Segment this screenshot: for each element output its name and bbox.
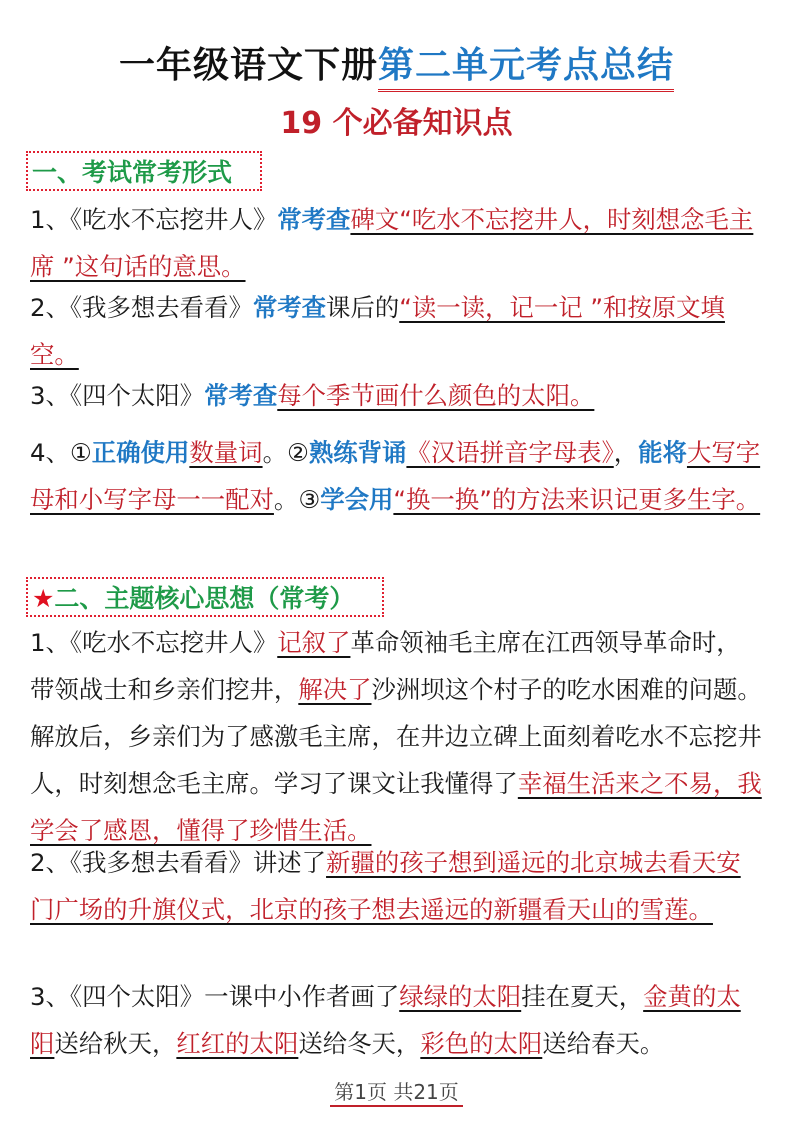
body-text: 送给春天。 bbox=[542, 1029, 665, 1058]
keyword: 正确使用 bbox=[91, 438, 190, 467]
circled-number-1: ① bbox=[69, 438, 92, 467]
lesson-title: 《吃水不忘挖井人》 bbox=[69, 205, 278, 234]
keyword: 能将 bbox=[638, 438, 687, 467]
section-heading-core-ideas bbox=[26, 577, 384, 617]
body-text: 挂在夏天， bbox=[521, 982, 644, 1011]
exam-item-3 bbox=[30, 372, 765, 419]
item-number: 1、 bbox=[30, 205, 70, 234]
keyword: 学会用 bbox=[320, 485, 394, 514]
body-text: 讲述了 bbox=[252, 848, 327, 877]
circled-number-3: ③ bbox=[298, 485, 321, 514]
circled-number-2: ② bbox=[286, 438, 309, 467]
section-heading-exam-forms: 一、考试常考形式 bbox=[26, 151, 262, 191]
keyword: 常考查 bbox=[252, 293, 327, 322]
body-text: 送给秋天， bbox=[54, 1029, 177, 1058]
punctuation: ， bbox=[613, 438, 639, 467]
key-point: 碑文“吃水不忘挖井人，时刻想念毛主席 ”这句话的意思。 bbox=[30, 205, 754, 281]
section-heading-text: 二、主题核心思想（常考） bbox=[54, 584, 355, 613]
theme-item-1 bbox=[30, 619, 765, 854]
body-text: 沙洲坝这个村子的吃水困难的问题。解放后，乡亲们为了感激毛主席，在井边立碑上面刻着吃水不忘挖井人，时刻想念毛主席。学习了课文让我懂得了 bbox=[30, 675, 762, 798]
key-point: 绿绿的太阳 bbox=[399, 982, 522, 1011]
body-text: 革命领袖毛主席在江西领导革命时，带领战士和乡亲们挖井， bbox=[30, 628, 741, 704]
page-title bbox=[0, 40, 793, 92]
title-grade: 一年级语文下册 bbox=[118, 45, 378, 86]
key-point: 大写字母和小写字母一一配对 bbox=[30, 438, 761, 514]
item-number: 2、 bbox=[30, 293, 70, 322]
theme-item-2 bbox=[30, 839, 765, 933]
key-point: 每个季节画什么颜色的太阳。 bbox=[277, 381, 595, 410]
punctuation: 。 bbox=[273, 485, 299, 514]
punctuation: 。 bbox=[262, 438, 287, 467]
lesson-title: 《四个太阳》 bbox=[69, 381, 205, 410]
star-icon: ★ bbox=[32, 584, 55, 613]
title-unit: 第二单元考点总结 bbox=[378, 44, 674, 92]
item-number: 1、 bbox=[30, 628, 70, 657]
key-point: 幸福生活来之不易，我学会了感恩，懂得了珍惜生活。 bbox=[30, 769, 762, 845]
page-subtitle: 19 个必备知识点 bbox=[280, 106, 513, 141]
key-point: 彩色的太阳 bbox=[420, 1029, 543, 1058]
item-number: 3、 bbox=[30, 381, 70, 410]
item-number: 2、 bbox=[30, 848, 70, 877]
key-point: 《汉语拼音字母表》 bbox=[406, 438, 614, 467]
lesson-title: 《我多想去看看》 bbox=[69, 293, 253, 322]
exam-item-4 bbox=[30, 429, 765, 523]
lesson-title: 《我多想去看看》 bbox=[69, 848, 253, 877]
body-text: 送给冬天， bbox=[298, 1029, 421, 1058]
exam-item-2 bbox=[30, 284, 765, 378]
body-text: 一课中小作者画了 bbox=[204, 982, 400, 1011]
theme-item-3 bbox=[30, 973, 765, 1067]
page-footer bbox=[0, 1072, 793, 1122]
lesson-title: 《吃水不忘挖井人》 bbox=[69, 628, 278, 657]
keyword: 常考查 bbox=[277, 205, 351, 234]
keyword: 熟练背诵 bbox=[308, 438, 407, 467]
lesson-title: 《四个太阳》 bbox=[69, 982, 205, 1011]
exam-item-1 bbox=[30, 196, 765, 290]
connector-text: 课后的 bbox=[326, 293, 400, 322]
item-number: 4、 bbox=[30, 438, 70, 467]
item-number: 3、 bbox=[30, 982, 70, 1011]
key-point: “换一换”的方法来识记更多生字。 bbox=[393, 485, 761, 514]
key-point: 解决了 bbox=[298, 675, 372, 704]
key-point: “读一读，记一记 ”和按原文填空。 bbox=[30, 293, 725, 369]
key-point: 金黄的太阳 bbox=[30, 982, 741, 1058]
key-point: 数量词 bbox=[189, 438, 263, 467]
keyword: 常考查 bbox=[204, 381, 278, 410]
key-point: 新疆的孩子想到遥远的北京城去看天安门广场的升旗仪式，北京的孩子想去遥远的新疆看天山的雪莲。 bbox=[30, 848, 741, 924]
page-number: 第1页 共21页 bbox=[330, 1072, 463, 1107]
key-point: 红红的太阳 bbox=[176, 1029, 299, 1058]
key-point: 记叙了 bbox=[277, 628, 351, 657]
